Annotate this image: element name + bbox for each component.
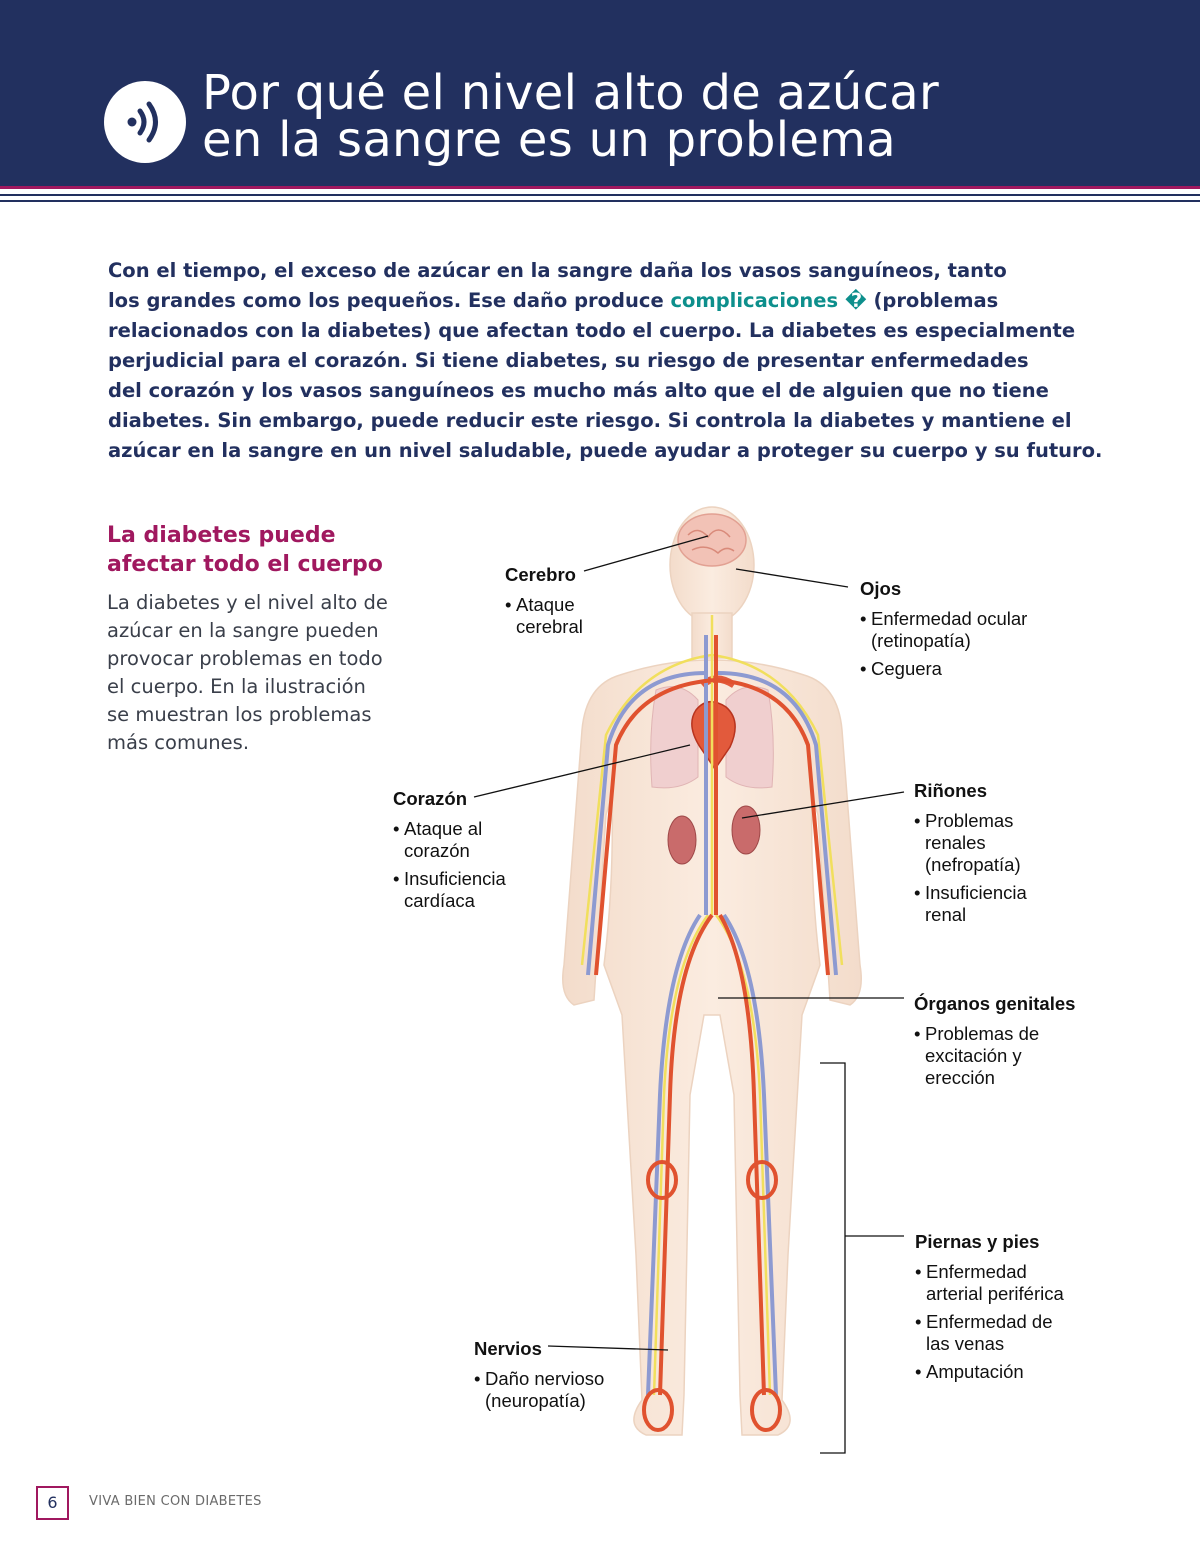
callout-nervios [474, 1338, 604, 1418]
callout-title: Órganos genitales [914, 993, 1076, 1014]
sidebar-body-line: provocar problemas en todo [107, 647, 383, 670]
sidebar-heading-line: La diabetes puede [107, 523, 336, 548]
callout-rinones [914, 780, 1027, 932]
sidebar-body-line: más comunes. [107, 731, 250, 754]
callout-title: Nervios [474, 1338, 542, 1359]
callout-item: • Insuficiencia cardíaca [393, 868, 506, 912]
callout-piernas [915, 1231, 1064, 1389]
callout-list [914, 810, 1027, 926]
intro-text: (problemas [866, 289, 999, 312]
callout-item: • Problemas de excitación y erección [914, 1023, 1075, 1089]
callout-title: Corazón [393, 788, 467, 809]
intro-line: perjudicial para el corazón. Si tiene diabetes, su riesgo de presentar enfermedades [108, 349, 1029, 372]
callout-list [393, 818, 506, 912]
callout-title: Cerebro [505, 564, 576, 585]
callout-list [914, 1023, 1075, 1089]
callout-item: • Amputación [915, 1361, 1064, 1383]
callout-ojos [860, 578, 1027, 686]
sidebar-body-line: se muestran los problemas [107, 703, 372, 726]
callout-item: • Enfermedad arterial periférica [915, 1261, 1064, 1305]
intro-line: azúcar en la sangre en un nivel saludable, puede ayudar a proteger su cuerpo y su futuro. [108, 439, 1103, 462]
callout-genitales [914, 993, 1075, 1095]
callout-cerebro [505, 564, 583, 644]
intro-line: diabetes. Sin embargo, puede reducir este riesgo. Si controla la diabetes y mantiene el [108, 409, 1072, 432]
sidebar-heading-line: afectar todo el cuerpo [107, 552, 383, 577]
callout-title: Riñones [914, 780, 987, 801]
callout-item: • Problemas renales (nefropatía) [914, 810, 1027, 876]
page-number: 6 [36, 1486, 69, 1520]
sidebar-body-line: La diabetes y el nivel alto de [107, 591, 388, 614]
sidebar-body-line: azúcar en la sangre pueden [107, 619, 379, 642]
intro-line: Con el tiempo, el exceso de azúcar en la sangre daña los vasos sanguíneos, tanto [108, 259, 1007, 282]
callout-list [505, 594, 583, 638]
callout-item: • Daño nervioso (neuropatía) [474, 1368, 604, 1412]
intro-text: los grandes como los pequeños. Ese daño produce [108, 289, 671, 312]
glossary-icon[interactable]: � [844, 289, 867, 312]
callout-corazon [393, 788, 506, 918]
intro-line: relacionados con la diabetes) que afectan todo el cuerpo. La diabetes es especialmente [108, 319, 1076, 342]
callout-list [860, 608, 1027, 680]
title-line: Por qué el nivel alto de azúcar [202, 65, 940, 121]
callout-item: • Enfermedad de las venas [915, 1311, 1064, 1355]
callout-title: Piernas y pies [915, 1231, 1040, 1252]
callout-title: Ojos [860, 578, 902, 599]
callout-item: • Ceguera [860, 658, 1027, 680]
publication-title: VIVA BIEN CON DIABETES [89, 1494, 262, 1509]
callout-item: • Enfermedad ocular (retinopatía) [860, 608, 1027, 652]
callout-list [915, 1261, 1064, 1383]
sidebar-body-line: el cuerpo. En la ilustración [107, 675, 366, 698]
intro-line: del corazón y los vasos sanguíneos es mucho más alto que el de alguien que no tiene [108, 379, 1049, 402]
callout-item: • Insuficiencia renal [914, 882, 1027, 926]
title-line: en la sangre es un problema [202, 112, 897, 168]
callout-item: • Ataque al corazón [393, 818, 506, 862]
callout-list [474, 1368, 604, 1412]
callout-item: • Ataque cerebral [505, 594, 583, 638]
glossary-term-link[interactable]: complicaciones [670, 289, 839, 312]
